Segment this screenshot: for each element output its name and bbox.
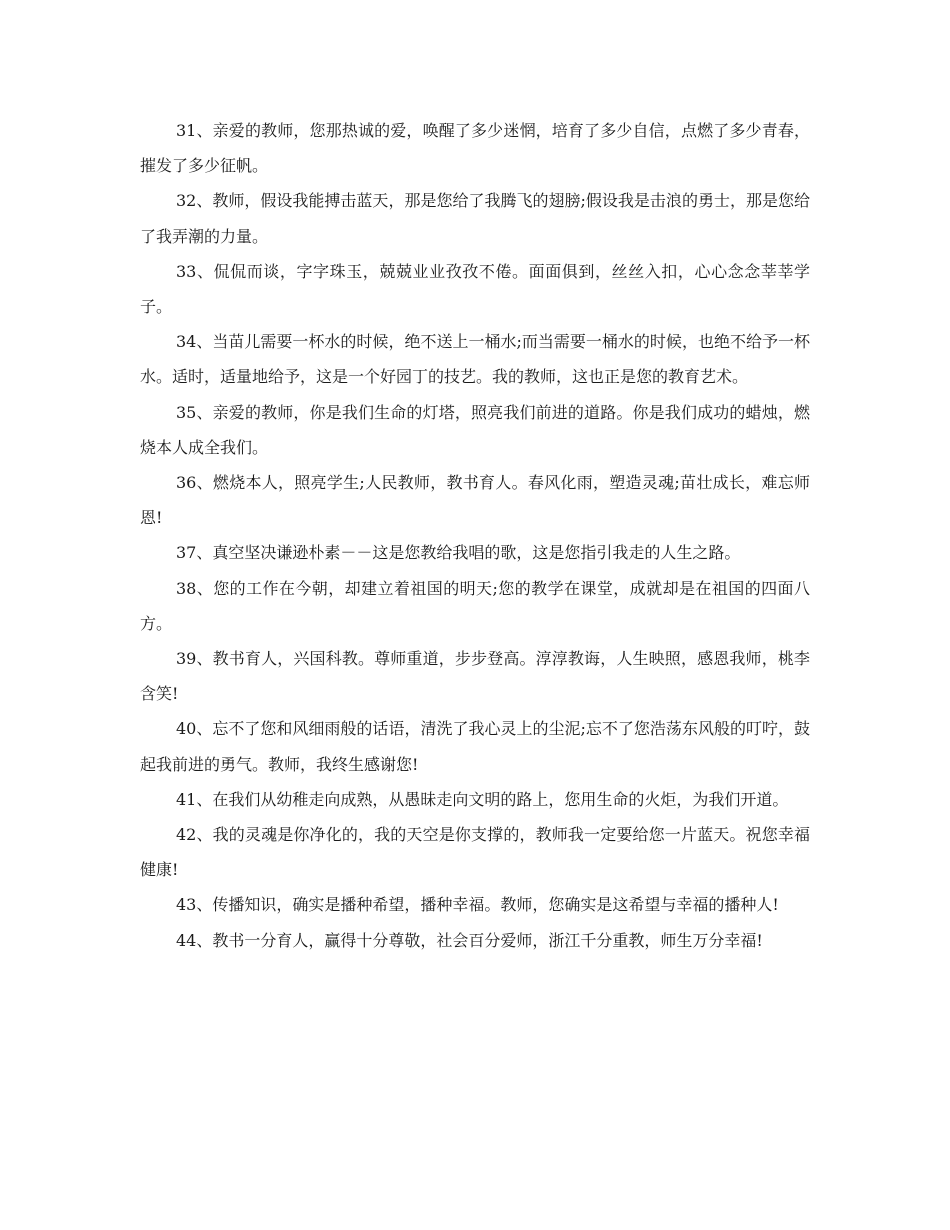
document-body [140,113,810,958]
paragraph-41: 41、在我们从幼稚走向成熟，从愚昧走向文明的路上，您用生命的火炬，为我们开道。 [176,789,789,809]
paragraph-42: 42、我的灵魂是你净化的，我的天空是你支撑的，教师我一定要给您一片蓝天。祝您幸福健康! [140,825,810,880]
paragraph-32: 32、教师，假设我能搏击蓝天，那是您给了我腾飞的翅膀;假设我是击浪的勇士，那是您给了我弄潮的力量。 [140,191,810,246]
paragraph-40: 40、忘不了您和风细雨般的话语，清洗了我心灵上的尘泥;忘不了您浩荡东风般的叮咛，鼓起我前进的勇气。教师，我终生感谢您! [140,719,810,774]
paragraph-33: 33、侃侃而谈，字字珠玉，兢兢业业孜孜不倦。面面俱到，丝丝入扣，心心念念莘莘学子。 [140,261,810,317]
paragraph-35: 35、亲爱的教师，你是我们生命的灯塔，照亮我们前进的道路。你是我们成功的蜡烛，燃烧本人成全我们。 [140,402,810,457]
paragraph-39: 39、教书育人，兴国科教。尊师重道，步步登高。淳淳教诲，人生映照，感恩我师，桃李含笑! [140,649,810,704]
paragraph-34: 34、当苗儿需要一杯水的时候，绝不送上一桶水;而当需要一桶水的时候，也绝不给予一杯水。适时，适量地给予，这是一个好园丁的技艺。我的教师，这也正是您的教育艺术。 [140,332,810,387]
paragraph-38: 38、您的工作在今朝，却建立着祖国的明天;您的教学在课堂，成就却是在祖国的四面八方。 [140,578,810,633]
paragraph-36: 36、燃烧本人，照亮学生;人民教师，教书育人。春风化雨，塑造灵魂;苗壮成长，难忘师恩! [140,473,810,528]
paragraph-37: 37、真空坚决谦逊朴素－－这是您教给我唱的歌，这是您指引我走的人生之路。 [176,543,741,563]
paragraph-44: 44、教书一分育人，赢得十分尊敬，社会百分爱师，浙江千分重教，师生万分幸福! [176,930,763,950]
paragraph-43: 43、传播知识，确实是播种希望，播种幸福。教师，您确实是这希望与幸福的播种人! [176,895,779,915]
paragraph-31: 31、亲爱的教师，您那热诚的爱，唤醒了多少迷惘，培育了多少自信，点燃了多少青春，摧发了多少征帆。 [140,121,810,176]
